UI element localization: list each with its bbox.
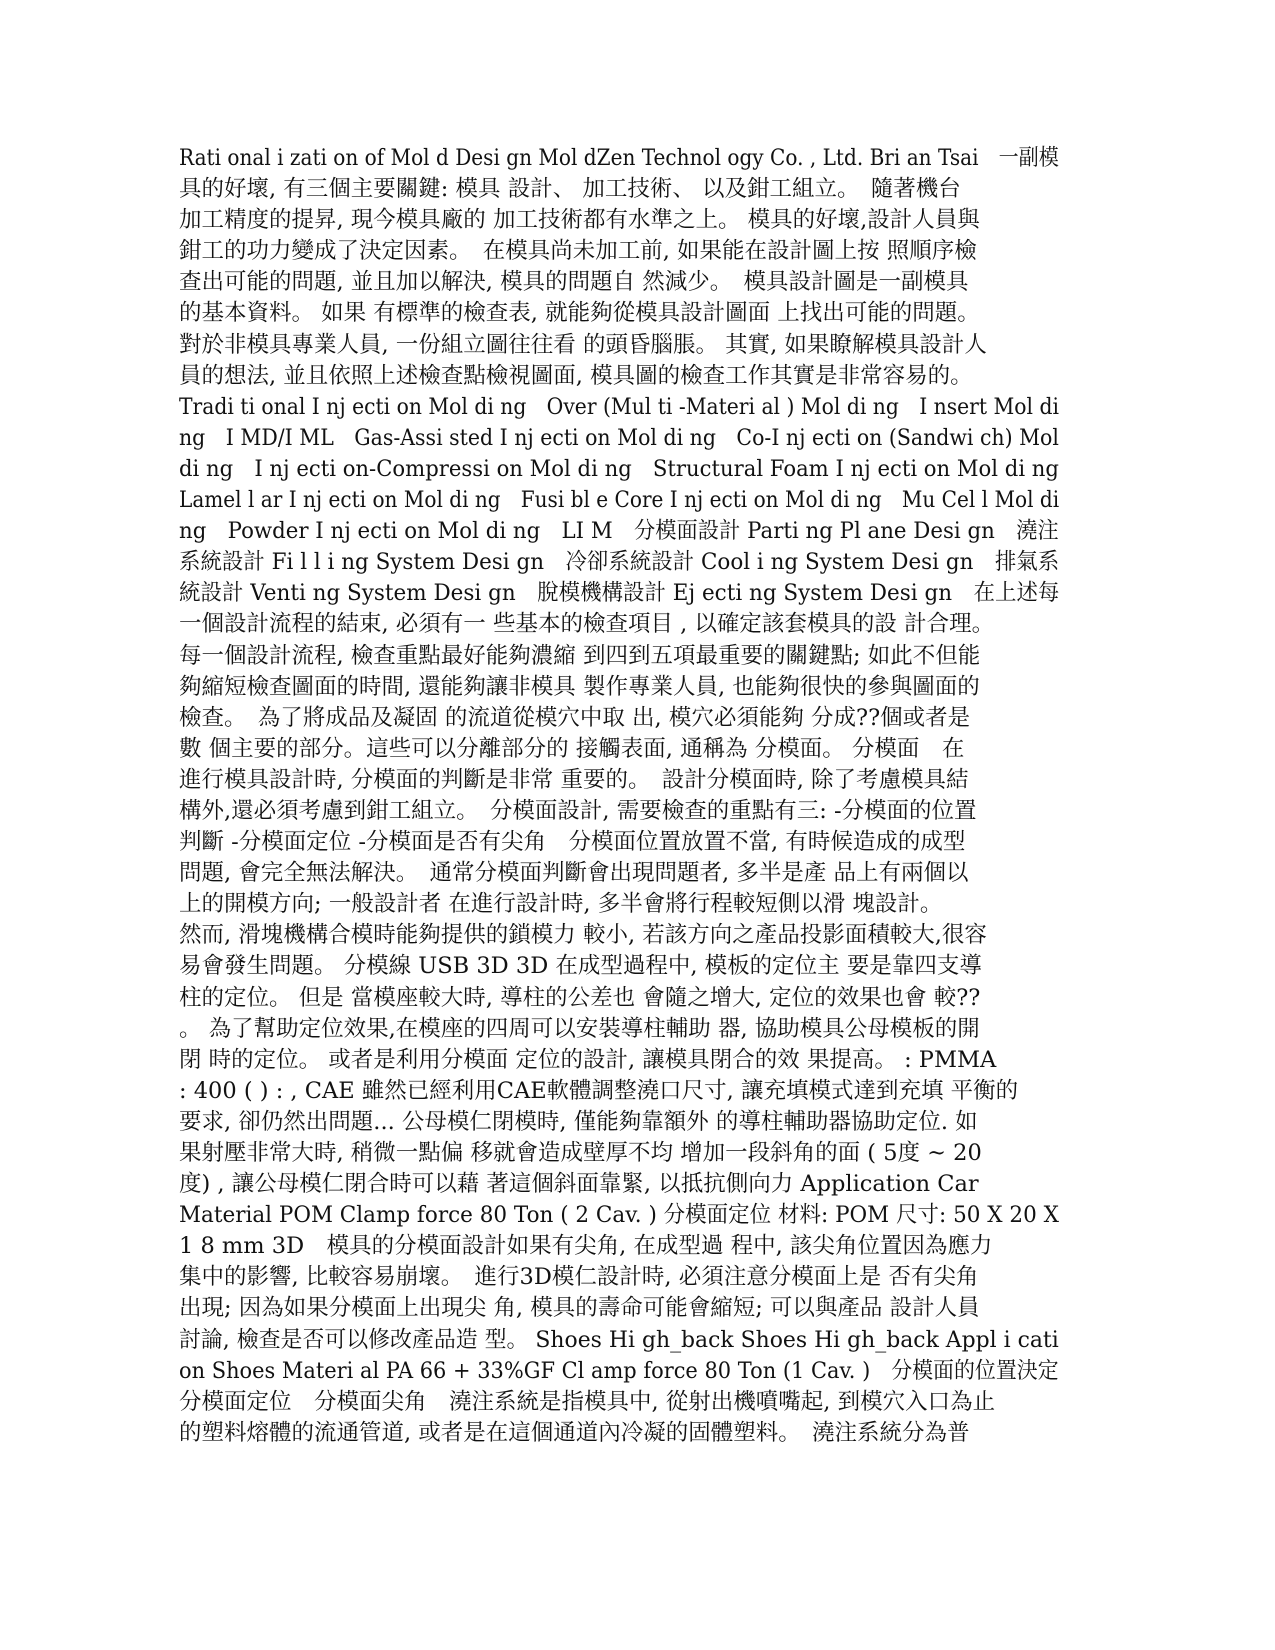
text-line: on Shoes Materi al PA 66 + 33%GF Cl amp force 80 Ton (1 Cav. ) 分模面的位置決定 [179,1357,1059,1384]
text-line: 集中的影響, 比較容易崩壞。 進行3D模仁設計時, 必須注意分模面上是 否有尖角 [179,1264,979,1291]
text-line: 問題, 會完全無法解決。 通常分模面判斷會出現問題者, 多半是產 品上有兩個以 [179,860,969,887]
text-line: 上的開模方向; 一般設計者 在進行設計時, 多半會將行程較短側以滑 塊設計。 [179,891,943,918]
text-line: 然而, 滑塊機構合模時能夠提供的鎖模力 較小, 若該方向之產品投影面積較大,很容 [179,922,987,949]
text-line: 討論, 檢查是否可以修改產品造 型。 Shoes Hi gh_back Shoes Hi gh_back Appl i cati [179,1326,1059,1353]
text-line: 果射壓非常大時, 稍微一點偏 移就會造成壁厚不均 增加一段斜角的面 ( 5度 ~ 20 [179,1140,982,1166]
text-line: 1 8 mm 3D 模具的分模面設計如果有尖角, 在成型過 程中, 該尖角位置因為應力 [179,1233,993,1260]
text-line: di ng I nj ecti on-Compressi on Mol di ng Structural Foam I nj ecti on Mol di ng [179,455,1059,482]
text-line: 進行模具設計時, 分模面的判斷是非常 重要的。 設計分模面時, 除了考慮模具結 [179,766,969,793]
text-line: 具的好壞, 有三個主要關鍵: 模具 設計、 加工技術、 以及鉗工組立。 隨著機台 [179,176,961,203]
text-line: 的基本資料。 如果 有標準的檢查表, 就能夠從模具設計圖面 上找出可能的問題。 [179,300,980,327]
text-line: 統設計 Venti ng System Desi gn 脫模機構設計 Ej ecti ng System Desi gn 在上述每 [179,580,1060,607]
text-line: Lamel l ar I nj ecti on Mol di ng Fusi bl e Core I nj ecti on Mol di ng Mu Cel l Mol di [179,487,1060,514]
text-line: 夠縮短檢查圖面的時間, 還能夠讓非模具 製作專業人員, 也能夠很快的參與圖面的 [179,673,980,700]
text-line: 出現; 因為如果分模面上出現尖 角, 模具的壽命可能會縮短; 可以與產品 設計人員 [179,1295,980,1322]
text-line: 查出可能的問題, 並且加以解決, 模具的問題自 然減少。 模具設計圖是一副模具 [179,269,969,296]
text-line: 員的想法, 並且依照上述檢查點檢視圖面, 模具圖的檢查工作其實是非常容易的。 [179,362,973,389]
text-line: 每一個設計流程, 檢查重點最好能夠濃縮 到四到五項最重要的關鍵點; 如此不但能 [179,642,981,669]
text-line: Rati onal i zati on of Mol d Desi gn Mol dZen Technol ogy Co. , Ltd. Bri an Tsai 一副模 [179,145,1059,171]
text-line: ng Powder I nj ecti on Mol di ng LI M 分模面設計 Parti ng Pl ane Desi gn 澆注 [179,518,1059,545]
text-line: 判斷 -分模面定位 -分模面是否有尖角 分模面位置放置不當, 有時候造成的成型 [179,829,966,856]
text-line: 鉗工的功力變成了決定因素。 在模具尚未加工前, 如果能在設計圖上按 照順序檢 [179,238,977,265]
text-line: 系統設計 Fi l l i ng System Desi gn 冷卻系統設計 Cool i ng System Desi gn 排氣系 [179,549,1060,576]
text-line: : 400 ( ) : , CAE 雖然已經利用CAE軟體調整澆口尺寸, 讓充填模式達到充填 平衡的 [179,1077,1019,1104]
text-line: 柱的定位。 但是 當模座較大時, 導柱的公差也 會隨之增大, 定位的效果也會 較?? [179,984,981,1011]
text-line: Tradi ti onal I nj ecti on Mol di ng Over (Mul ti -Materi al ) Mol di ng I nsert Mol di [179,393,1059,420]
body-text [179,143,1059,1449]
text-line: ng I MD/I ML Gas-Assi sted I nj ecti on Mol di ng Co-I nj ecti on (Sandwi ch) Mol [179,424,1059,451]
text-line: 構外,還必須考慮到鉗工組立。 分模面設計, 需要檢查的重點有三: -分模面的位置 [179,797,977,824]
text-line: 加工精度的提昇, 現今模具廠的 加工技術都有水準之上。 模具的好壞,設計人員與 [179,207,980,234]
text-line: 易會發生問題。 分模線 USB 3D 3D 在成型過程中, 模板的定位主 要是靠四支導 [179,953,982,980]
text-line: 數 個主要的部分。這些可以分離部分的 接觸表面, 通稱為 分模面。 分模面 在 [179,735,965,762]
text-line: 的塑料熔體的流通管道, 或者是在這個通道內冷凝的固體塑料。 澆注系統分為普 [179,1419,970,1446]
text-line: 度) , 讓公母模仁閉合時可以藉 著這個斜面靠緊, 以抵抗側向力 Application Car [179,1171,979,1198]
text-line: 閉 時的定位。 或者是利用分模面 定位的設計, 讓模具閉合的效 果提高。 : PMMA [179,1046,997,1073]
text-line: 。 為了幫助定位效果,在模座的四周可以安裝導柱輔助 器, 協助模具公母模板的開 [179,1015,980,1042]
text-line: 要求, 卻仍然出問題... 公母模仁閉模時, 僅能夠靠額外 的導柱輔助器協助定位. 如 [179,1108,978,1135]
text-line: Material POM Clamp force 80 Ton ( 2 Cav. ) 分模面定位 材料: POM 尺寸: 50 X 20 X [179,1202,1059,1229]
text-line: 一個設計流程的結束, 必須有一 些基本的檢查項目 , 以確定該套模具的設 計合理。 [179,611,995,638]
text-line: 分模面定位 分模面尖角 澆注系統是指模具中, 從射出機噴嘴起, 到模穴入口為止 [179,1388,996,1415]
text-line: 檢查。 為了將成品及凝固 的流道從模穴中取 出, 模穴必須能夠 分成??個或者是 [179,704,971,731]
text-line: 對於非模具專業人員, 一份組立圖往往看 的頭昏腦脹。 其實, 如果瞭解模具設計人 [179,331,987,358]
